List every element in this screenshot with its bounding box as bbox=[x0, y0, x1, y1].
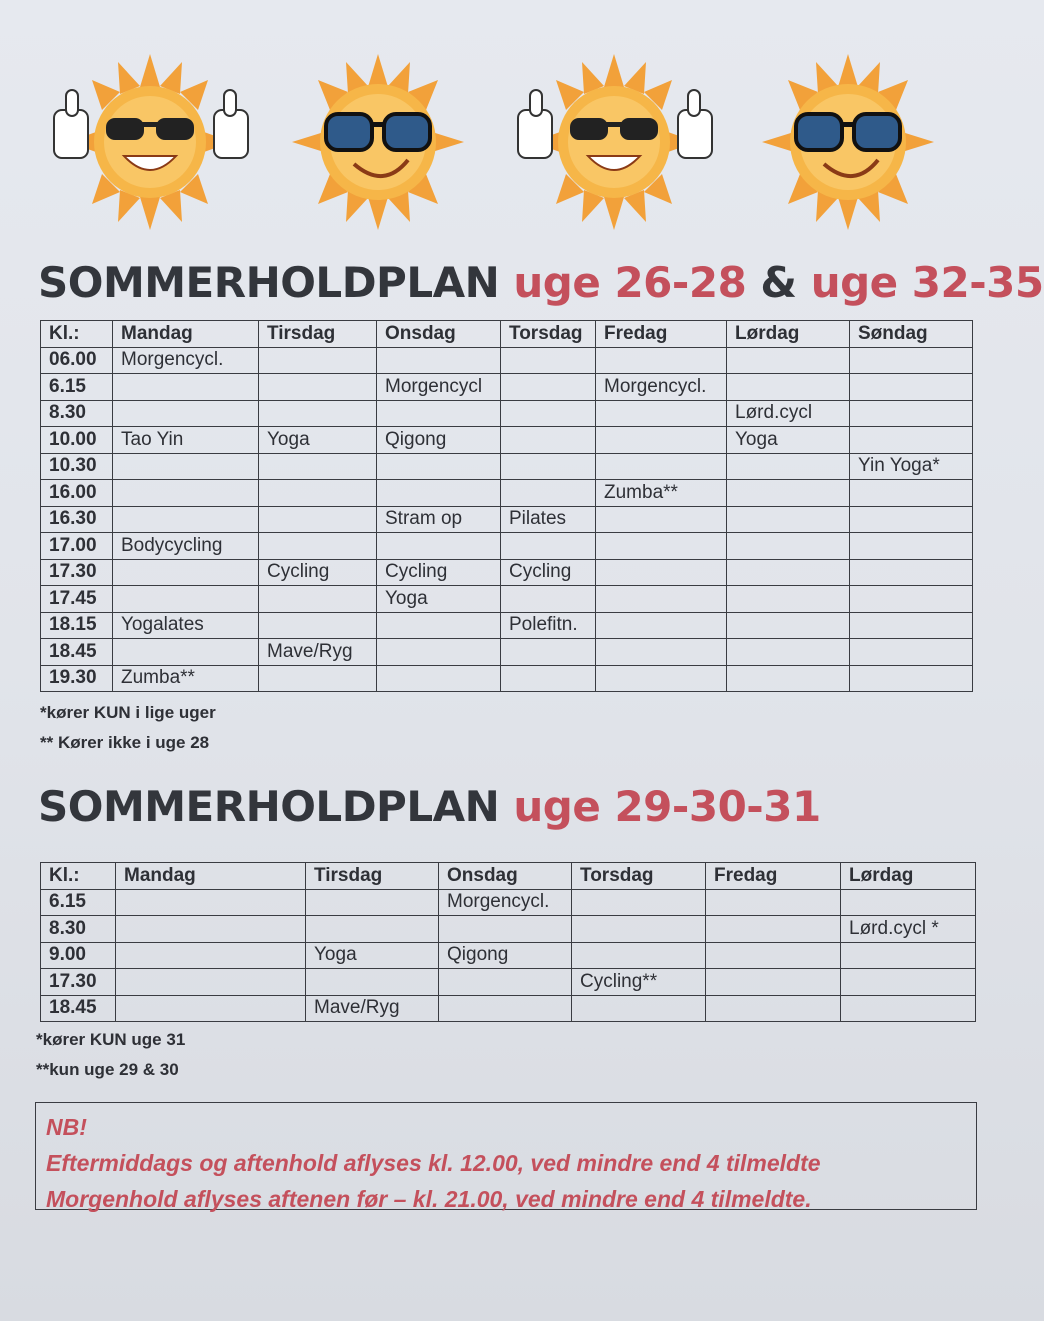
class-cell bbox=[306, 916, 439, 943]
time-cell: 9.00 bbox=[41, 942, 116, 969]
sun-thumbs-up-icon bbox=[48, 50, 253, 230]
class-cell bbox=[113, 374, 259, 401]
class-cell bbox=[439, 916, 572, 943]
class-cell: Lørd.cycl bbox=[727, 400, 850, 427]
time-cell: 17.30 bbox=[41, 969, 116, 996]
table-row bbox=[41, 969, 976, 996]
table-row bbox=[41, 916, 976, 943]
class-cell bbox=[706, 995, 841, 1022]
table-row bbox=[41, 889, 976, 916]
plan2-header-kl: Kl.: bbox=[41, 863, 116, 890]
class-cell: Qigong bbox=[439, 942, 572, 969]
class-cell bbox=[727, 639, 850, 666]
class-cell bbox=[501, 400, 596, 427]
class-cell bbox=[377, 480, 501, 507]
plan1-note-2: ** Kører ikke i uge 28 bbox=[40, 733, 210, 752]
class-cell: Yoga bbox=[306, 942, 439, 969]
class-cell bbox=[259, 480, 377, 507]
class-cell bbox=[727, 612, 850, 639]
sun-thumbs-up-icon bbox=[512, 50, 717, 230]
class-cell bbox=[501, 586, 596, 613]
class-cell: Pilates bbox=[501, 506, 596, 533]
class-cell bbox=[259, 347, 377, 374]
class-cell bbox=[850, 586, 973, 613]
class-cell bbox=[113, 480, 259, 507]
class-cell: Morgencycl. bbox=[439, 889, 572, 916]
class-cell: Yoga bbox=[727, 427, 850, 454]
class-cell bbox=[501, 639, 596, 666]
class-cell bbox=[377, 533, 501, 560]
plan1-header-day-4: Torsdag bbox=[501, 321, 596, 348]
class-cell bbox=[850, 639, 973, 666]
class-cell: Yoga bbox=[377, 586, 501, 613]
time-cell: 18.45 bbox=[41, 995, 116, 1022]
table-row bbox=[41, 533, 973, 560]
class-cell bbox=[572, 889, 706, 916]
class-cell bbox=[501, 533, 596, 560]
nb-notice-box bbox=[35, 1102, 977, 1210]
class-cell bbox=[116, 969, 306, 996]
time-cell: 16.00 bbox=[41, 480, 113, 507]
class-cell bbox=[841, 995, 976, 1022]
class-cell bbox=[116, 916, 306, 943]
class-cell: Yin Yoga* bbox=[850, 453, 973, 480]
plan1-header-row bbox=[41, 321, 973, 348]
class-cell bbox=[850, 533, 973, 560]
class-cell: Cycling bbox=[501, 559, 596, 586]
class-cell bbox=[596, 665, 727, 692]
class-cell bbox=[501, 480, 596, 507]
class-cell bbox=[850, 374, 973, 401]
plan2-note-1: *kører KUN uge 31 bbox=[36, 1030, 186, 1049]
class-cell bbox=[377, 347, 501, 374]
time-cell: 10.00 bbox=[41, 427, 113, 454]
class-cell: Morgencycl. bbox=[113, 347, 259, 374]
class-cell: Polefitn. bbox=[501, 612, 596, 639]
class-cell bbox=[501, 665, 596, 692]
class-cell bbox=[596, 559, 727, 586]
class-cell bbox=[727, 480, 850, 507]
plan2-header-row bbox=[41, 863, 976, 890]
table-row bbox=[41, 612, 973, 639]
class-cell bbox=[116, 942, 306, 969]
table-row bbox=[41, 639, 973, 666]
class-cell bbox=[259, 374, 377, 401]
class-cell bbox=[850, 506, 973, 533]
time-cell: 17.45 bbox=[41, 586, 113, 613]
class-cell: Cycling** bbox=[572, 969, 706, 996]
class-cell bbox=[596, 400, 727, 427]
class-cell bbox=[850, 665, 973, 692]
class-cell bbox=[259, 506, 377, 533]
time-cell: 18.15 bbox=[41, 612, 113, 639]
table-row bbox=[41, 506, 973, 533]
class-cell bbox=[259, 665, 377, 692]
class-cell bbox=[377, 453, 501, 480]
class-cell bbox=[501, 453, 596, 480]
plan1-title-amp: & bbox=[760, 258, 797, 307]
class-cell bbox=[596, 347, 727, 374]
table-row bbox=[41, 665, 973, 692]
class-cell bbox=[116, 889, 306, 916]
class-cell: Mave/Ryg bbox=[306, 995, 439, 1022]
plan1-title-weeks-a: uge 26-28 bbox=[513, 258, 747, 307]
class-cell bbox=[259, 400, 377, 427]
plan1-header-day-6: Lørdag bbox=[727, 321, 850, 348]
class-cell: Yoga bbox=[259, 427, 377, 454]
class-cell: Bodycycling bbox=[113, 533, 259, 560]
class-cell bbox=[306, 969, 439, 996]
class-cell bbox=[706, 969, 841, 996]
class-cell: Stram op bbox=[377, 506, 501, 533]
time-cell: 17.00 bbox=[41, 533, 113, 560]
plan2-note-2: **kun uge 29 & 30 bbox=[36, 1060, 179, 1079]
plan1-title-weeks-b: uge 32-35 bbox=[810, 258, 1044, 307]
table-row bbox=[41, 453, 973, 480]
sun-sunglasses-icon bbox=[288, 50, 468, 230]
plan2-header-day-3: Onsdag bbox=[439, 863, 572, 890]
class-cell bbox=[850, 612, 973, 639]
class-cell bbox=[572, 995, 706, 1022]
class-cell bbox=[850, 559, 973, 586]
class-cell bbox=[727, 453, 850, 480]
table-row bbox=[41, 995, 976, 1022]
time-cell: 17.30 bbox=[41, 559, 113, 586]
class-cell bbox=[439, 969, 572, 996]
class-cell: Zumba** bbox=[596, 480, 727, 507]
class-cell bbox=[596, 586, 727, 613]
class-cell bbox=[841, 969, 976, 996]
plan1-header-kl: Kl.: bbox=[41, 321, 113, 348]
plan2-header-day-4: Torsdag bbox=[572, 863, 706, 890]
class-cell: Qigong bbox=[377, 427, 501, 454]
class-cell bbox=[113, 506, 259, 533]
class-cell bbox=[572, 942, 706, 969]
class-cell bbox=[501, 427, 596, 454]
plan2-header-day-1: Mandag bbox=[116, 863, 306, 890]
plan1-note-1: *kører KUN i lige uger bbox=[40, 703, 216, 722]
time-cell: 8.30 bbox=[41, 916, 116, 943]
class-cell bbox=[706, 916, 841, 943]
plan2-title-main: SOMMERHOLDPLAN bbox=[38, 782, 500, 831]
class-cell bbox=[850, 400, 973, 427]
class-cell bbox=[596, 533, 727, 560]
time-cell: 10.30 bbox=[41, 453, 113, 480]
class-cell bbox=[596, 612, 727, 639]
table-row bbox=[41, 374, 973, 401]
plan2-title bbox=[38, 782, 821, 831]
class-cell bbox=[377, 612, 501, 639]
class-cell bbox=[113, 400, 259, 427]
class-cell bbox=[727, 347, 850, 374]
class-cell bbox=[706, 942, 841, 969]
class-cell bbox=[727, 665, 850, 692]
nb-line-2: Morgenhold aflyses aftenen før – kl. 21.00, ved mindre end 4 tilmeldte. bbox=[46, 1186, 812, 1212]
class-cell: Yogalates bbox=[113, 612, 259, 639]
class-cell: Morgencycl. bbox=[596, 374, 727, 401]
class-cell bbox=[113, 559, 259, 586]
class-cell bbox=[113, 453, 259, 480]
class-cell bbox=[596, 427, 727, 454]
time-cell: 6.15 bbox=[41, 889, 116, 916]
plan2-schedule-table bbox=[40, 862, 976, 1022]
sun-sunglasses-icon bbox=[758, 50, 938, 230]
class-cell: Mave/Ryg bbox=[259, 639, 377, 666]
plan2-header-day-6: Lørdag bbox=[841, 863, 976, 890]
table-row bbox=[41, 586, 973, 613]
nb-heading: NB! bbox=[46, 1114, 87, 1140]
class-cell bbox=[377, 639, 501, 666]
table-row bbox=[41, 427, 973, 454]
class-cell bbox=[727, 374, 850, 401]
class-cell bbox=[841, 889, 976, 916]
class-cell: Cycling bbox=[377, 559, 501, 586]
time-cell: 18.45 bbox=[41, 639, 113, 666]
class-cell bbox=[596, 639, 727, 666]
class-cell bbox=[259, 586, 377, 613]
class-cell bbox=[113, 586, 259, 613]
class-cell: Cycling bbox=[259, 559, 377, 586]
class-cell bbox=[306, 889, 439, 916]
nb-line-1: Eftermiddags og aftenhold aflyses kl. 12.00, ved mindre end 4 tilmeldte bbox=[46, 1150, 821, 1176]
class-cell: Tao Yin bbox=[113, 427, 259, 454]
table-row bbox=[41, 400, 973, 427]
plan1-title bbox=[38, 258, 1044, 307]
class-cell bbox=[259, 612, 377, 639]
plan1-header-day-5: Fredag bbox=[596, 321, 727, 348]
class-cell: Zumba** bbox=[113, 665, 259, 692]
class-cell bbox=[572, 916, 706, 943]
plan1-header-day-2: Tirsdag bbox=[259, 321, 377, 348]
class-cell bbox=[113, 639, 259, 666]
plan2-header-day-2: Tirsdag bbox=[306, 863, 439, 890]
class-cell bbox=[706, 889, 841, 916]
sun-illustrations bbox=[0, 50, 991, 240]
time-cell: 19.30 bbox=[41, 665, 113, 692]
class-cell bbox=[727, 586, 850, 613]
plan1-title-main: SOMMERHOLDPLAN bbox=[38, 258, 500, 307]
plan2-title-weeks: uge 29-30-31 bbox=[513, 782, 821, 831]
class-cell bbox=[259, 453, 377, 480]
class-cell bbox=[377, 665, 501, 692]
class-cell bbox=[596, 506, 727, 533]
class-cell bbox=[439, 995, 572, 1022]
plan2-header-day-5: Fredag bbox=[706, 863, 841, 890]
time-cell: 8.30 bbox=[41, 400, 113, 427]
class-cell bbox=[841, 942, 976, 969]
table-row bbox=[41, 480, 973, 507]
class-cell bbox=[850, 427, 973, 454]
class-cell bbox=[116, 995, 306, 1022]
class-cell bbox=[501, 374, 596, 401]
class-cell bbox=[850, 347, 973, 374]
class-cell: Morgencycl bbox=[377, 374, 501, 401]
time-cell: 06.00 bbox=[41, 347, 113, 374]
class-cell bbox=[727, 559, 850, 586]
table-row bbox=[41, 559, 973, 586]
class-cell bbox=[596, 453, 727, 480]
class-cell bbox=[727, 533, 850, 560]
class-cell bbox=[259, 533, 377, 560]
plan1-header-day-3: Onsdag bbox=[377, 321, 501, 348]
class-cell bbox=[850, 480, 973, 507]
class-cell bbox=[727, 506, 850, 533]
class-cell: Lørd.cycl * bbox=[841, 916, 976, 943]
time-cell: 6.15 bbox=[41, 374, 113, 401]
time-cell: 16.30 bbox=[41, 506, 113, 533]
plan1-schedule-table bbox=[40, 320, 973, 692]
plan1-header-day-1: Mandag bbox=[113, 321, 259, 348]
table-row bbox=[41, 347, 973, 374]
table-row bbox=[41, 942, 976, 969]
plan1-header-day-7: Søndag bbox=[850, 321, 973, 348]
class-cell bbox=[501, 347, 596, 374]
class-cell bbox=[377, 400, 501, 427]
